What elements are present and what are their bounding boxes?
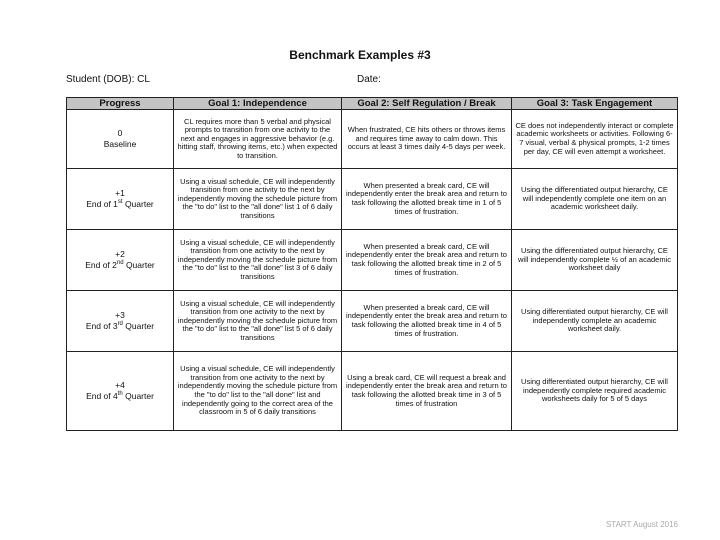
- table-row: [67, 169, 678, 230]
- goal2-cell: When presented a break card, CE will independently enter the break area and return to task following the allotted break time in 2 of 5 times of frustration.: [342, 230, 512, 291]
- table-row: [67, 352, 678, 431]
- progress-level: 0: [117, 128, 123, 138]
- table-row: [67, 291, 678, 352]
- progress-level: +3: [115, 310, 125, 320]
- progress-period: End of 1st Quarter: [86, 199, 154, 209]
- goal3-cell: Using differentiated output hierarchy, CE will independently complete an academic worksheet daily.: [512, 291, 678, 352]
- goal1-cell: Using a visual schedule, CE will independently transition from one activity to the next by independently moving the schedule picture from the "to do" list to the "all done" list and independently going to the correct area of the classroom in 5 of 6 daily transitions: [174, 352, 342, 431]
- progress-period: End of 2nd Quarter: [85, 260, 155, 270]
- goal1-cell: Using a visual schedule, CE will independently transition from one activity to the next by independently moving the schedule picture from the "to do" list to the "all done" list 5 of 6 daily transitions: [174, 291, 342, 352]
- header-goal3: Goal 3: Task Engagement: [512, 98, 678, 110]
- header-goal1: Goal 1: Independence: [174, 98, 342, 110]
- progress-cell: [67, 110, 174, 169]
- progress-level: +2: [115, 249, 125, 259]
- progress-level: +1: [115, 188, 125, 198]
- header-progress: Progress: [67, 98, 174, 110]
- table-row: [67, 110, 678, 169]
- goal3-cell: Using the differentiated output hierarchy, CE will independently complete ½ of an academic worksheet daily: [512, 230, 678, 291]
- header-goal2: Goal 2: Self Regulation / Break: [342, 98, 512, 110]
- progress-period: End of 4th Quarter: [86, 391, 154, 401]
- goal1-cell: Using a visual schedule, CE will independently transition from one activity to the next by independently moving the schedule picture from the "to do" list to the "all done" list 3 of 6 daily transitions: [174, 230, 342, 291]
- footer-text: START August 2016: [605, 520, 678, 529]
- progress-period: End of 3rd Quarter: [85, 321, 155, 331]
- progress-period: Baseline: [103, 139, 137, 149]
- student-label: Student (DOB): CL: [66, 74, 150, 85]
- document-title: Benchmark Examples #3: [289, 48, 431, 62]
- goal2-cell: When presented a break card, CE will independently enter the break area and return to task following the allotted break time in 4 of 5 times of frustration.: [342, 291, 512, 352]
- table-row: [67, 230, 678, 291]
- goal1-cell: Using a visual schedule, CE will independently transition from one activity to the next by independently moving the schedule picture from the "to do" list to the "all done" list 1 of 6 daily transitions: [174, 169, 342, 230]
- progress-level: +4: [115, 380, 125, 390]
- progress-cell: [67, 352, 174, 431]
- goal2-cell: When frustrated, CE hits others or throws items and requires time away to calm down. This occurs at least 3 times daily 4-5 days per week.: [342, 110, 512, 169]
- table-header-row: [67, 98, 678, 110]
- goal1-cell: CL requires more than 5 verbal and physical prompts to transition from one activity to the next and engages in aggressive behavior (e.g. hitting staff, throwing items, etc.) when expected to transition.: [174, 110, 342, 169]
- progress-cell: [67, 169, 174, 230]
- goal3-cell: Using the differentiated output hierarchy, CE will independently complete one item on an academic worksheet daily.: [512, 169, 678, 230]
- goal2-cell: Using a break card, CE will request a break and independently enter the break area and return to task following the allotted break time in 3 of 5 times of frustration: [342, 352, 512, 431]
- goal2-cell: When presented a break card, CE will independently enter the break area and return to task following the allotted break time in 1 of 5 times of frustration.: [342, 169, 512, 230]
- goal3-cell: CE does not independently interact or complete academic worksheets or activities. Following 6-7 visual, verbal & physical prompts, 1-2 times per day, CE will even attempt a worksheet.: [512, 110, 678, 169]
- goal3-cell: Using differentiated output hierarchy, CE will independently complete required academic worksheets daily for 5 of 5 days: [512, 352, 678, 431]
- progress-cell: [67, 291, 174, 352]
- progress-cell: [67, 230, 174, 291]
- date-label: Date:: [357, 74, 381, 85]
- benchmark-table: [66, 97, 678, 431]
